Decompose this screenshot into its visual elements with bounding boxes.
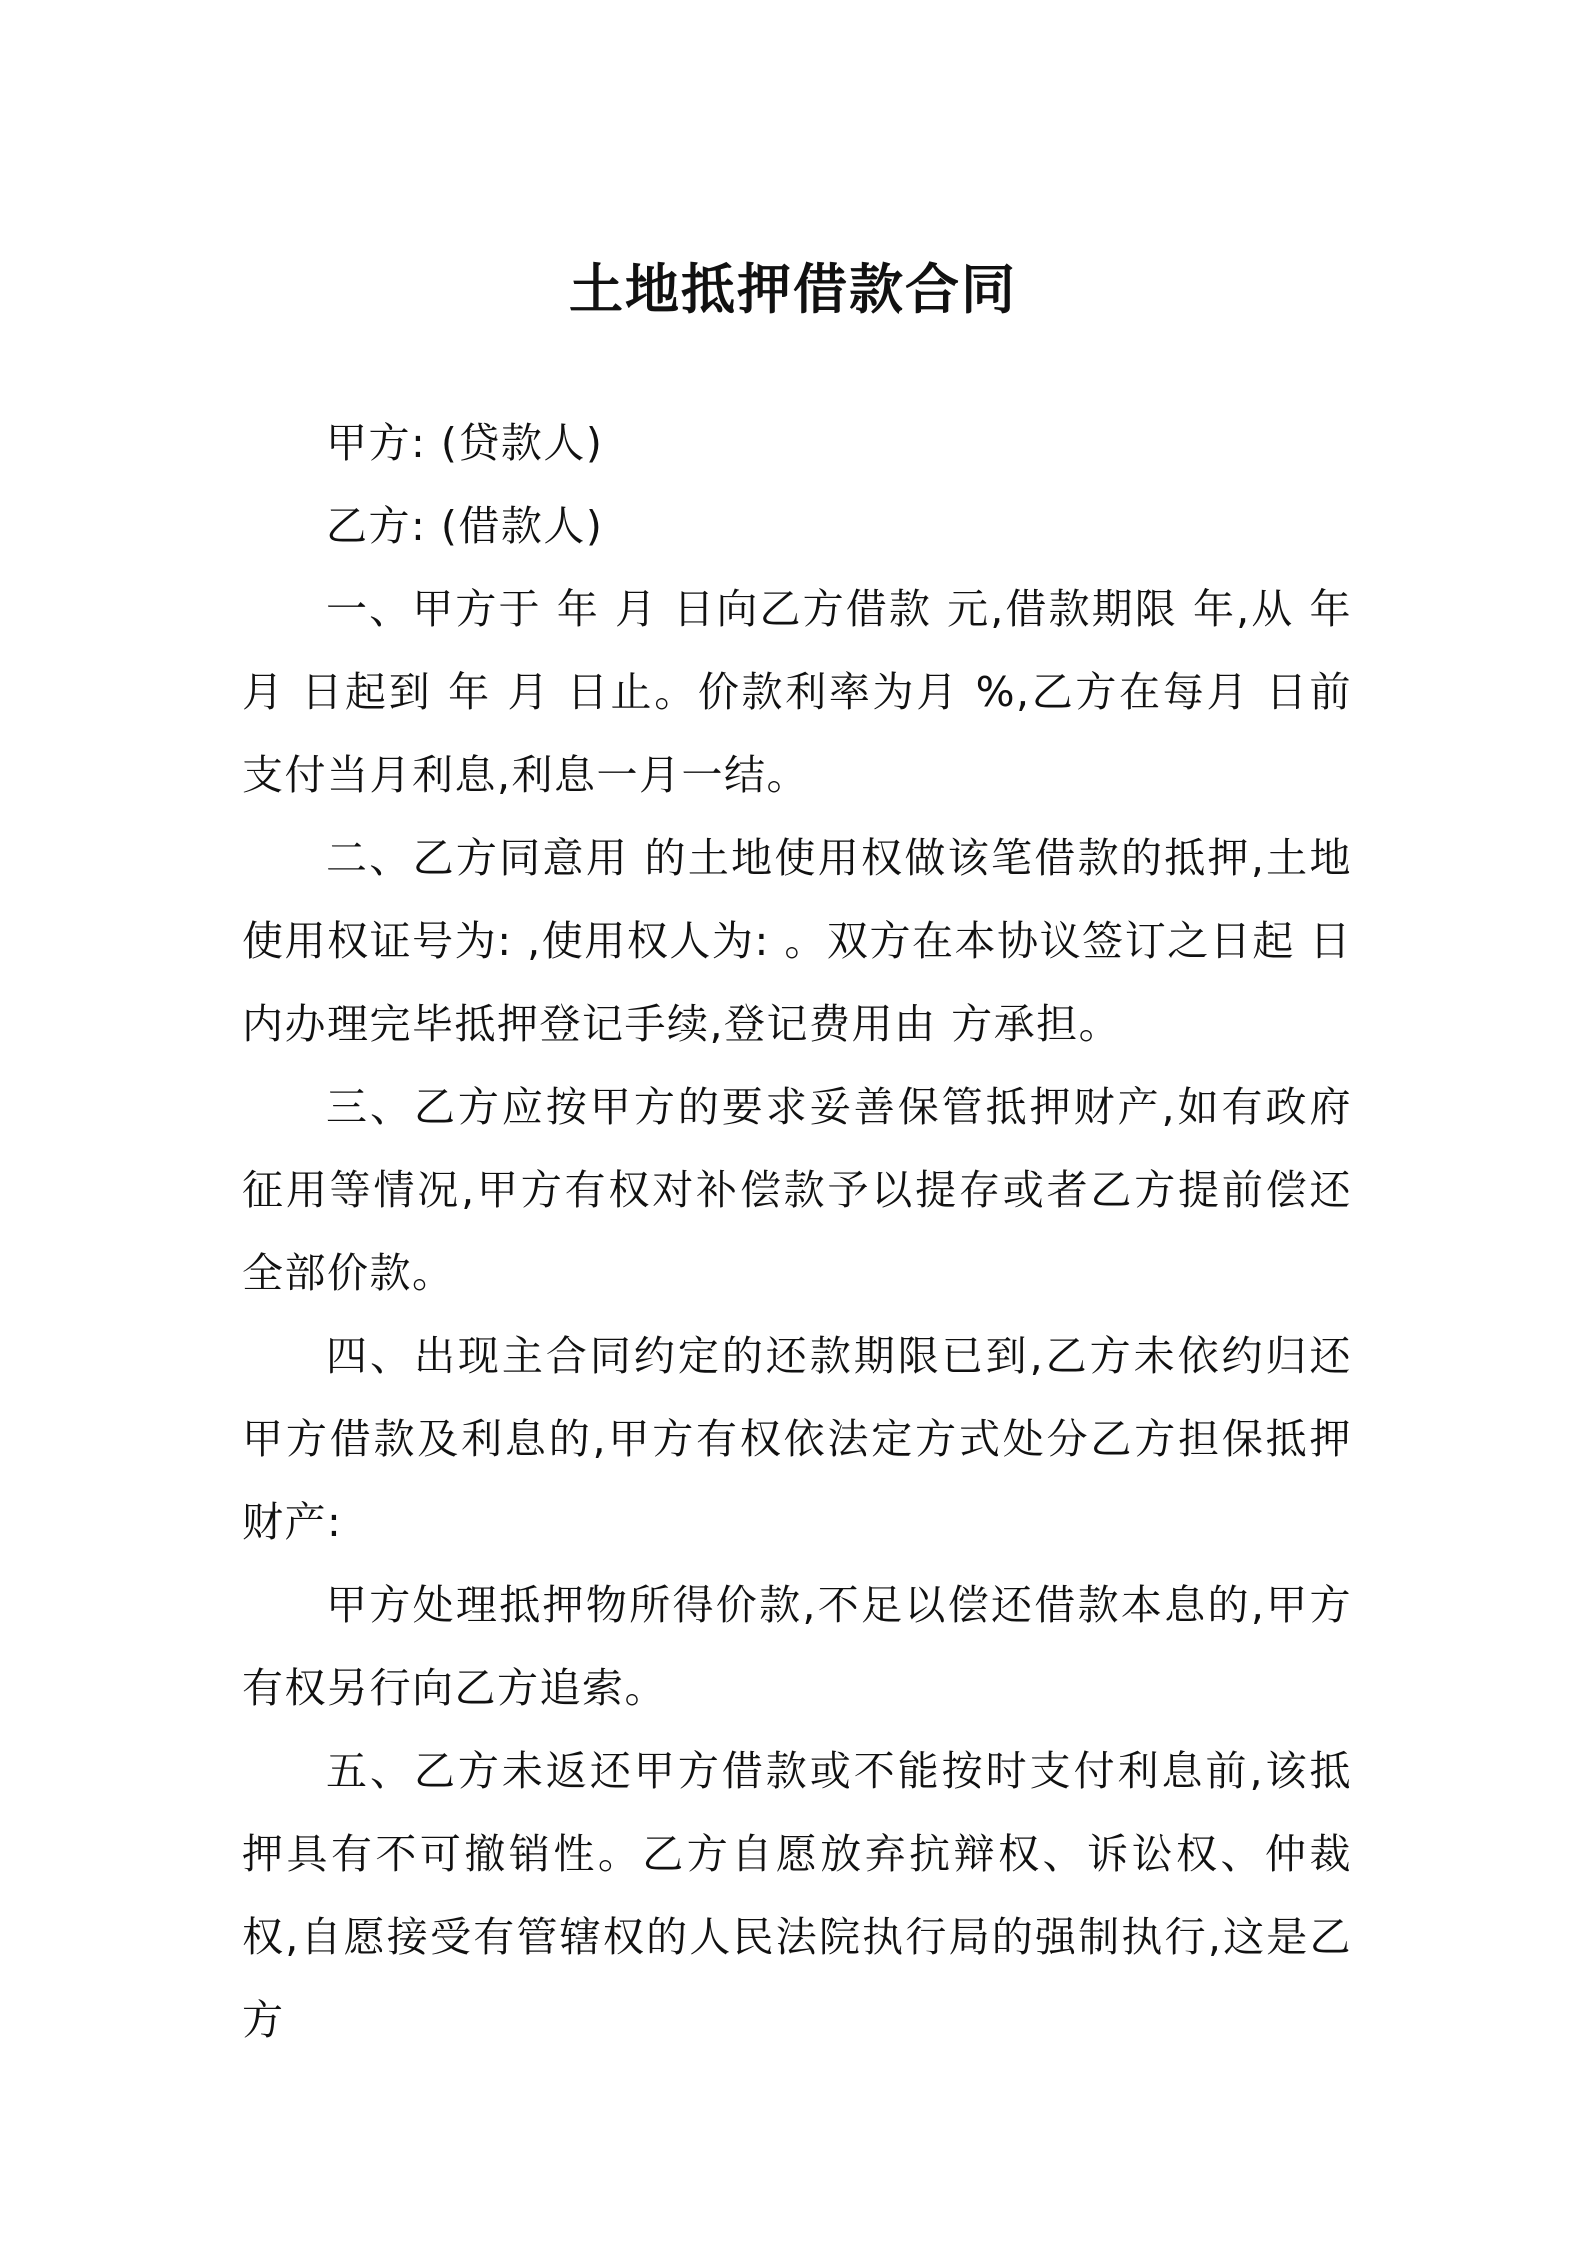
clause-1: 一、甲方于 年 月 日向乙方借款 元,借款期限 年,从 年 月 日起到 年 月 日止。价款利率为月 %,乙方在每月 日前支付当月利息,利息一月一结。 — [242, 585, 1367, 799]
clause-5: 五、乙方未返还甲方借款或不能按时支付利息前,该抵押具有不可撤销性。乙方自愿放弃抗辩权、诉讼权、仲裁权,自愿接受有管辖权的人民法院执行局的强制执行,这是乙方 — [242, 1747, 1352, 2044]
document-body — [242, 402, 1367, 2062]
party-b-line: 乙方: (借款人) — [326, 502, 604, 550]
clause-3: 三、乙方应按甲方的要求妥善保管抵押财产,如有政府征用等情况,甲方有权对补偿款予以提存或者乙方提前偿还全部价款。 — [242, 1083, 1352, 1297]
document-title: 土地抵押借款合同 — [569, 258, 1017, 321]
clause-2: 二、乙方同意用 的土地使用权做该笔借款的抵押,土地使用权证号为: ,使用权人为: 。双方在本协议签订之日起 日内办理完毕抵押登记手续,登记费用由 方承担。 — [242, 834, 1352, 1048]
clause-4-supplement: 甲方处理抵押物所得价款,不足以偿还借款本息的,甲方有权另行向乙方追索。 — [242, 1581, 1352, 1712]
clause-4: 四、出现主合同约定的还款期限已到,乙方未依约归还甲方借款及利息的,甲方有权依法定方式处分乙方担保抵押财产: — [242, 1332, 1352, 1546]
party-a-line: 甲方: (贷款人) — [326, 419, 604, 467]
